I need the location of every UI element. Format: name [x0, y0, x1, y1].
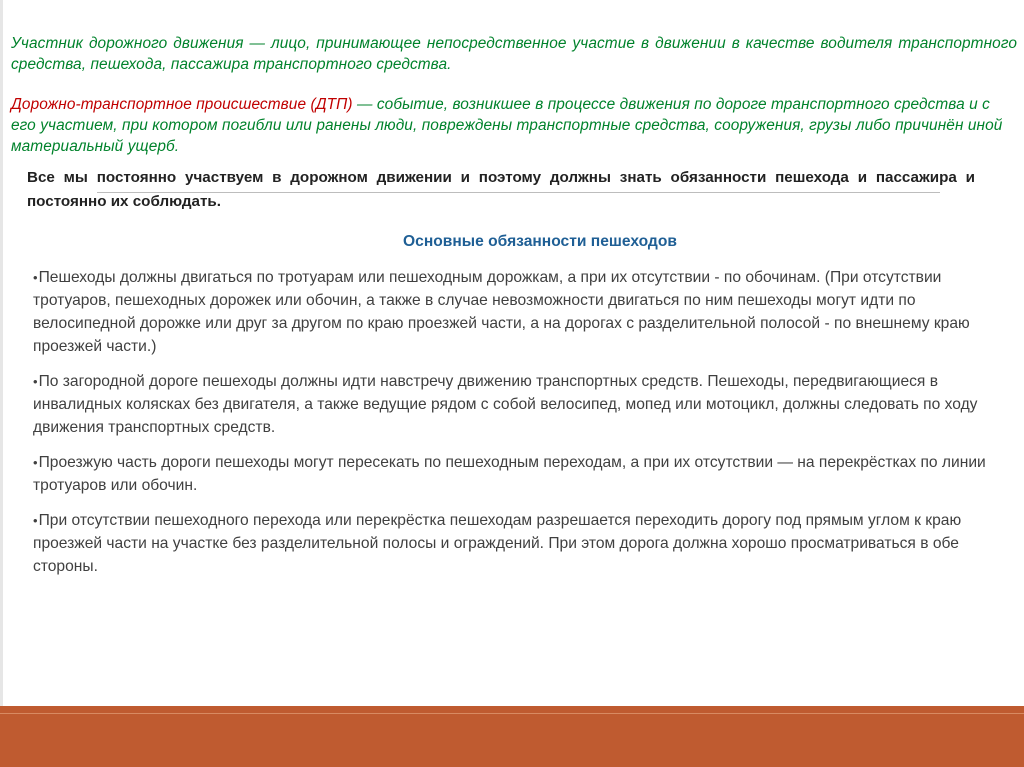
duties-list	[33, 266, 1018, 590]
list-item-text: Проезжую часть дороги пешеходы могут пересекать по пешеходным переходам, а при их отсутствии — на перекрёстках по линии тротуаров или обочин.	[33, 454, 986, 494]
divider-line	[97, 192, 940, 193]
list-item	[33, 509, 1018, 578]
list-item	[33, 451, 1018, 497]
bullet-icon: •	[33, 270, 38, 285]
list-item-text: При отсутствии пешеходного перехода или перекрёстка пешеходам разрешается переходить дорогу под прямым углом к краю проезжей части на участке без разделительной полосы и ограждений. При этом дорога должна хорошо просматриваться в обе стороны.	[33, 512, 962, 575]
definition-road-accident	[11, 94, 1017, 157]
intro-paragraph: Все мы постоянно участвуем в дорожном движении и поэтому должны знать обязанности пешехода и пассажира и постоянно их соблюдать.	[27, 169, 975, 210]
definition-term: Дорожно-транспортное происшествие (ДТП)	[11, 96, 353, 113]
bullet-icon: •	[33, 374, 38, 389]
bullet-icon: •	[33, 513, 38, 528]
definition-text: — событие, возникшее в процессе движения по дороге транспортного средства и с его участием, при котором погибли или ранены люди, повреждены транспортные средства, сооружения, грузы либо причинён иной материальный ущерб.	[11, 96, 1003, 155]
list-item-text: Пешеходы должны двигаться по тротуарам или пешеходным дорожкам, а при их отсутствии - по обочинам. (При отсутствии тротуаров, пешеходных дорожек или обочин, а также в случае невозможности двигаться по ним пешеходы могут идти по велосипедной дорожке или друг за другом по краю проезжей части, а на дорогах с разделительной полосой - по внешнему краю проезжей части.)	[33, 269, 970, 355]
footer-band	[0, 706, 1024, 767]
footer-stripe	[0, 713, 1024, 714]
bullet-icon: •	[33, 455, 38, 470]
definition-road-user	[11, 33, 1017, 75]
list-item-text: По загородной дороге пешеходы должны идти навстречу движению транспортных средств. Пешеходы, передвигающиеся в инвалидных колясках без двигателя, а также ведущие рядом с собой велосипед, мопед или мотоцикл, должны следовать по ходу движения транспортных средств.	[33, 373, 978, 436]
section-heading: Основные обязанности пешеходов	[403, 233, 677, 250]
list-item	[33, 266, 1018, 358]
slide-left-edge	[0, 0, 3, 706]
list-item	[33, 370, 1018, 439]
definition-text: Участник дорожного движения — лицо, принимающее непосредственное участие в движении в качестве водителя транспортного средства, пешехода, пассажира транспортного средства.	[11, 35, 1017, 73]
